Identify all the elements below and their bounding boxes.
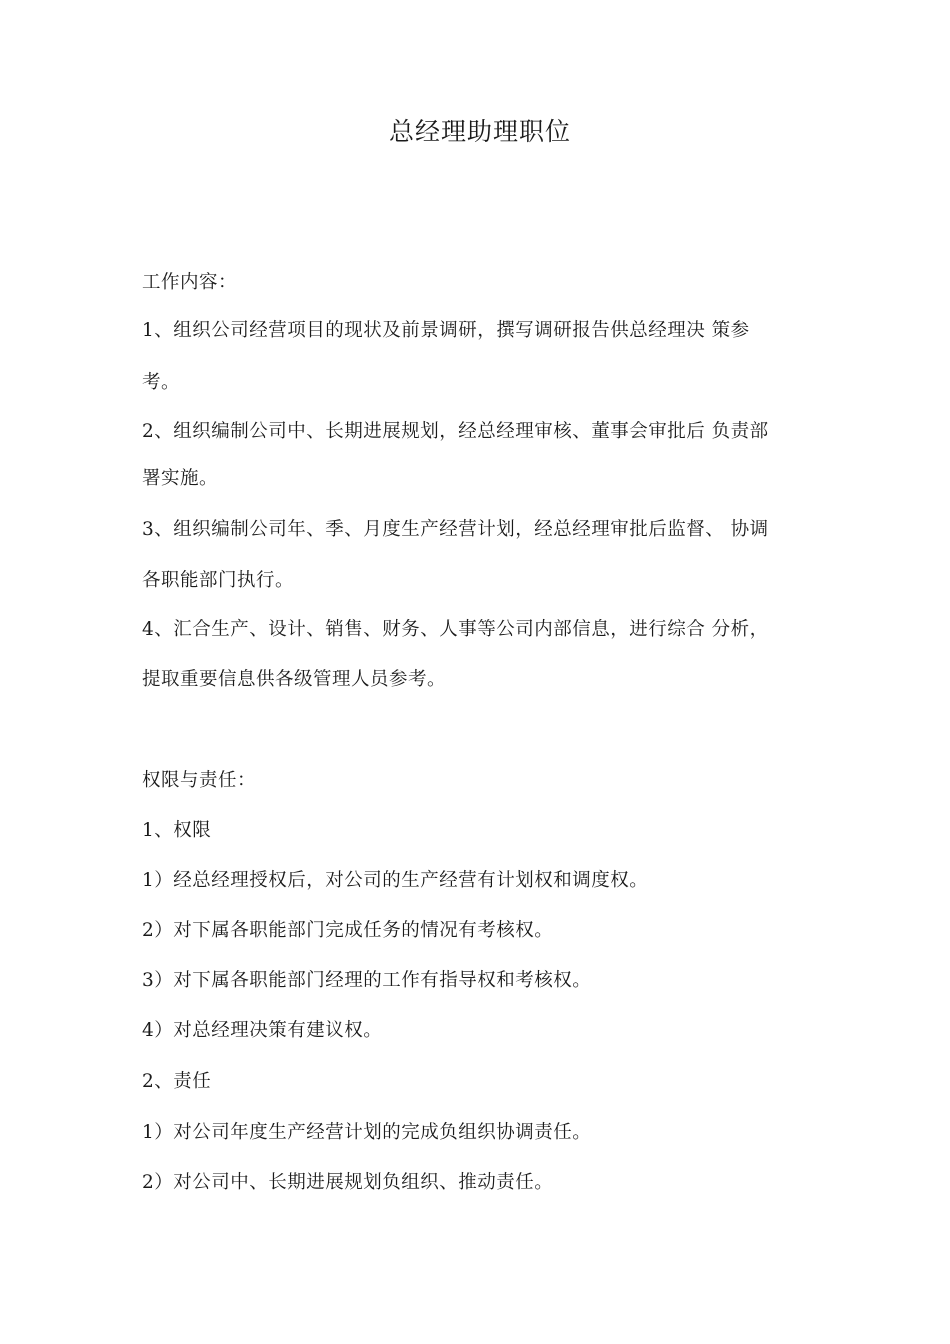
authority-item-1: 1）经总经理授权后，对公司的生产经营有计划权和调度权。 xyxy=(142,870,649,891)
work-item-4-line-1: 4、汇合生产、设计、销售、财务、人事等公司内部信息，进行综合 分析， xyxy=(142,619,769,640)
work-item-1-line-1: 1、组织公司经营项目的现状及前景调研，撰写调研报告供总经理决 策参 xyxy=(142,320,750,341)
responsibility-heading: 2、责任 xyxy=(142,1071,212,1092)
work-item-3-line-2: 各职能部门执行。 xyxy=(142,570,295,591)
work-item-3-line-1: 3、组织编制公司年、季、月度生产经营计划，经总经理审批后监督、 协调 xyxy=(142,519,769,540)
responsibility-item-2: 2）对公司中、长期进展规划负组织、推动责任。 xyxy=(142,1172,554,1193)
work-content-heading: 工作内容： xyxy=(142,272,238,293)
work-item-1-line-2: 考。 xyxy=(142,372,181,393)
page-title: 总经理助理职位 xyxy=(388,117,571,146)
work-item-2-line-1: 2、组织编制公司中、长期进展规划，经总经理审核、董事会审批后 负责部 xyxy=(142,421,769,442)
responsibility-item-1: 1）对公司年度生产经营计划的完成负组织协调责任。 xyxy=(142,1122,592,1143)
authority-item-4: 4）对总经理决策有建议权。 xyxy=(142,1020,383,1041)
authority-responsibility-heading: 权限与责任： xyxy=(142,770,257,791)
work-item-4-line-2: 提取重要信息供各级管理人员参考。 xyxy=(142,669,447,690)
authority-heading: 1、权限 xyxy=(142,820,212,841)
authority-item-3: 3）对下属各职能部门经理的工作有指导权和考核权。 xyxy=(142,970,592,991)
authority-item-2: 2）对下属各职能部门完成任务的情况有考核权。 xyxy=(142,920,554,941)
work-item-2-line-2: 署实施。 xyxy=(142,468,219,489)
